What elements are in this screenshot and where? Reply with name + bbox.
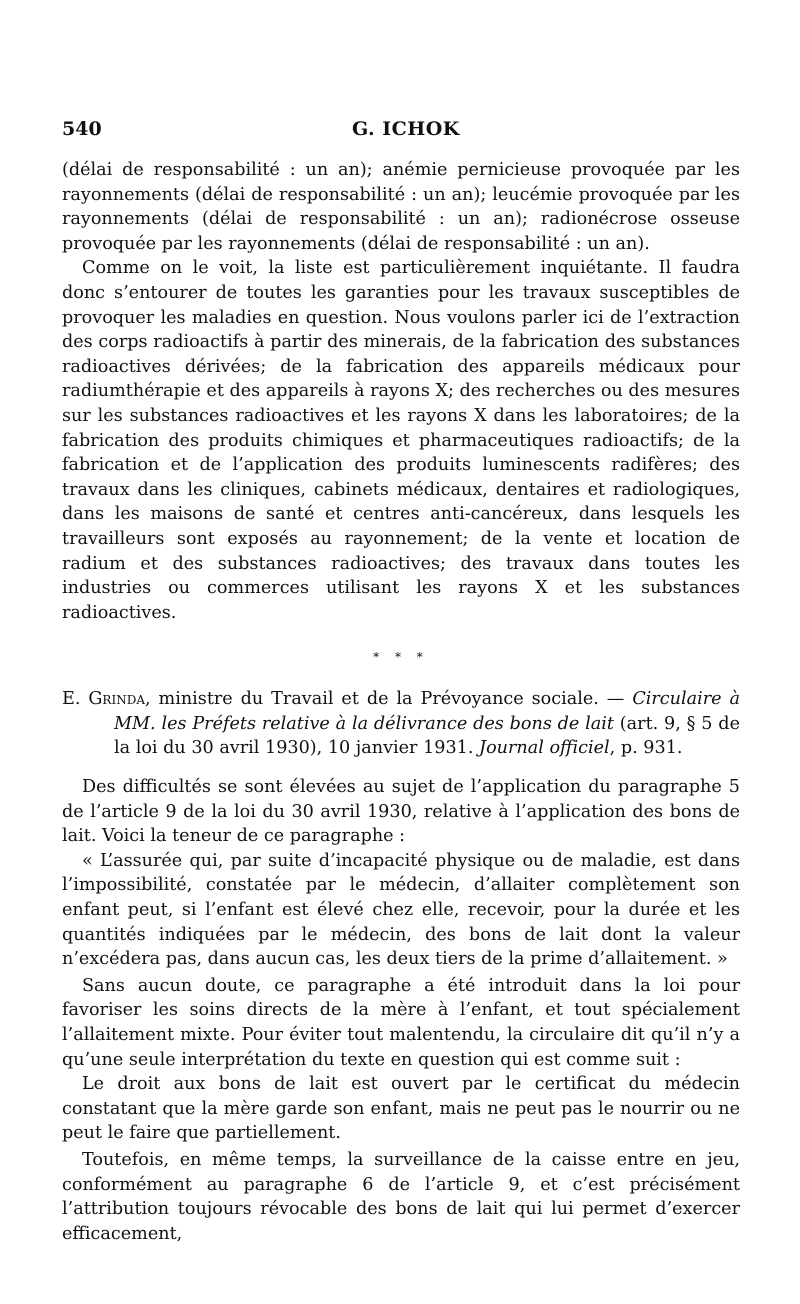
paragraph-list-commentary: Comme on le voit, la liste est particulièrement inquiétante. Il faudra donc s’entourer de toutes les garanties pour les travaux susceptibles de provoquer les maladies en question. Nous voulons parler ici de l’extraction des corps radioactifs à partir des minerais, de la fabrication des substances radioactives dérivées; de la fabrication des appareils médicaux pour radiumthérapie et des appareils à rayons X; des recherches ou des mesures sur les substances radioactives et les rayons X dans les laboratoires; de la fabrication des produits chimiques et pharmaceutiques radioactifs; de la fabrication et de l’application des produits luminescents radifères; des travaux dans les cliniques, cabinets médicaux, dentaires et radiologiques, dans les maisons de santé et centres anti-cancéreux, dans lesquels les travailleurs sont exposés au rayonnement; de la vente et location de radium et des substances radioactives; des travaux dans toutes les industries ou commerces utilisant les rayons X et les substances radioactives. — [62, 258, 740, 623]
citation-author-name: Grinda — [88, 689, 145, 710]
paragraph-interpretation: Sans aucun doute, ce paragraphe a été introduit dans la loi pour favoriser les soins directs de la mère à l’enfant, et tout spécialement l’allaitement mixte. Pour éviter tout malentendu, la circulaire dit qu’il n’y a qu’une seule interprétation du texte en question qui est comme suit : — [62, 975, 740, 1070]
paragraph-difficulties: Des difficultés se sont élevées au sujet de l’application du paragraphe 5 de l’article 9 de la loi du 30 avril 1930, relative à l’application des bons de lait. Voici la teneur de ce paragraphe : — [62, 777, 740, 847]
citation-page-ref: , p. 931. — [609, 738, 683, 759]
citation-details: (art. 9, § 5 de la loi du 30 avril 1930), 10 janvier 1931. — [114, 713, 740, 759]
paragraph-right-to-vouchers: Le droit aux bons de lait est ouvert par le certificat du médecin constatant que la mère garde son enfant, mais ne peut pas le nourrir ou ne peut le faire que partiellement. — [62, 1074, 740, 1144]
citation-author-role: , ministre du Travail et de la Prévoyance sociale. — — [145, 689, 633, 710]
circular-citation — [62, 687, 740, 761]
citation-title: Circulaire à MM. les Préfets relative à la délivrance des bons de lait — [114, 689, 740, 734]
section-separator-asterisks: * * * — [373, 650, 429, 665]
citation-initial: E. — [62, 689, 89, 710]
running-head-author: G. ICHOK — [352, 118, 460, 140]
citation-journal: Journal officiel — [479, 738, 610, 759]
running-head — [62, 118, 740, 144]
page-number: 540 — [62, 118, 102, 140]
paragraph-continuation: (délai de responsabilité : un an); anémie pernicieuse provoquée par les rayonnements (délai de responsabilité : un an); leucémie provoquée par les rayonnements (délai de responsabilité : un an); radionécrose osseuse provoquée par les rayonnements (délai de responsabilité : un an). — [62, 160, 740, 254]
paragraph-fund-supervision: Toutefois, en même temps, la surveillance de la caisse entre en jeu, conformément au paragraphe 6 de l’article 9, et c’est précisément l’attribution toujours révocable des bons de lait qui lui permet d’exercer efficacement, — [62, 1149, 740, 1244]
paragraph-quoted-law: « L’assurée qui, par suite d’incapacité physique ou de maladie, est dans l’impossibilité, constatée par le médecin, d’allaiter complètement son enfant peut, si l’enfant est élevé chez elle, recevoir, pour la durée et les quantités indiquées par le médecin, des bons de lait dont la valeur n’excédera pas, dans aucun cas, les deux tiers de la prime d’allaitement. » — [62, 850, 740, 970]
document-page — [62, 118, 740, 1246]
